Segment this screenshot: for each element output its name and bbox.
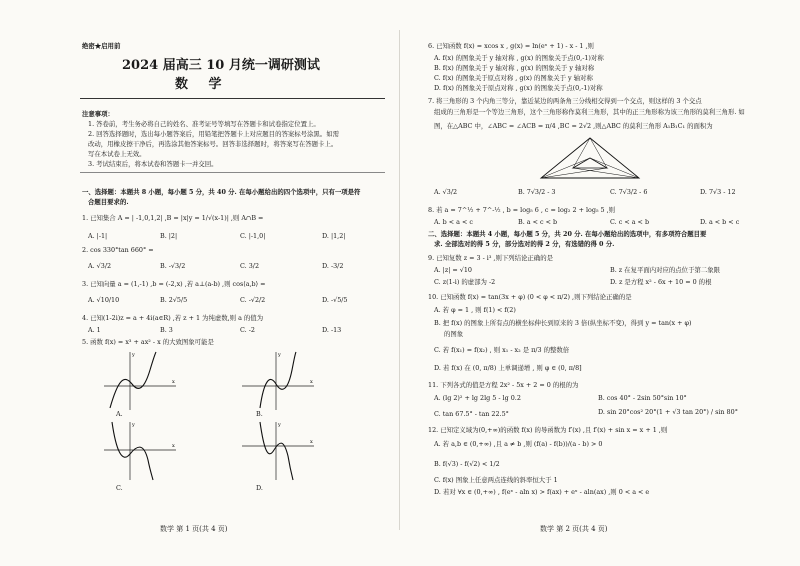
page-2 (400, 0, 800, 566)
q8-option-b: B. a < c < b (518, 218, 558, 226)
q11-option-a: A. (lg 2)² + lg 2lg 5 - lg 0.2 (434, 394, 521, 402)
exam-title: 2024 届高三 10 月统一调研测试 (122, 58, 320, 73)
q6-option-b: B. f(x) 的图象关于 y 轴对称 , g(x) 的图象关于 y 轴对称 (434, 64, 595, 72)
q10-option-d: D. 若 f(x) 在 (0, π/8) 上单调递增 , 则 φ ∈ (0, π/8] (434, 364, 582, 372)
subject-title: 数 学 (175, 77, 230, 92)
q1-stem: 1. 已知集合 A = | -1,0,1,2| ,B = |x|y = 1/√(x-1)| ,则 A∩B = (82, 214, 264, 222)
section-1-heading: 一、选择题：本题共 8 小题，每小题 5 分，共 40 分. 在每小题给出的四个选项中，只有一项是符 (82, 188, 361, 196)
svg-text:x: x (310, 439, 313, 445)
q7-line: 组成的三角形是一个等边三角形，这个三角形称作莫利三角形，其中的正三角形称为该三角形的莫利三角形. 如 (434, 108, 745, 116)
q5-label-b: B. (256, 410, 263, 418)
q2-option-b: B. -√3/2 (160, 262, 186, 270)
q12-option-c: C. f(x) 图象上任意两点连线的斜率恒大于 1 (434, 476, 558, 484)
q5-graph-b (238, 350, 318, 412)
svg-text:y: y (132, 352, 135, 358)
q3-option-a: A. √10/10 (88, 296, 120, 304)
notes-heading: 注意事项： (82, 110, 114, 118)
q9-option-d: D. z 是方程 x² - 6x + 10 = 0 的根 (610, 278, 712, 286)
q12-stem: 12. 已知定义域为(0,+∞)的函数 f(x) 的导函数为 f′(x) ,且 f′(x) + sin x = x + 1 ,则 (428, 426, 668, 434)
q5-stem: 5. 函数 f(x) = x³ + ax² - x 的大致图象可能是 (82, 338, 214, 346)
q5-label-d: D. (256, 484, 263, 492)
q6-option-a: A. f(x) 的图象关于 y 轴对称 , g(x) 的图象关于点(0,-1)对称 (434, 54, 604, 62)
q7-option-c: C. 7√3/2 - 6 (610, 188, 648, 196)
q10-option-c: C. 若 f(x₁) = f(x₂) , 则 x₁ - x₂ 是 π/3 的整数倍 (434, 346, 570, 354)
q5-graph-a (100, 350, 180, 412)
title-rule (80, 98, 385, 99)
q4-stem: 4. 已知(1-2i)z = a + 4i(a∈R) ,若 z + 1 为纯虚数,则 a 的值为 (82, 314, 264, 322)
q7-line: 7. 将三角形的 3 个内角三等分，靠近某边的两条角三分线相交得到一个交点，则这样的 3 个交点 (428, 97, 702, 105)
note-line: 改动，用橡皮擦干净后，再选涂其他答案标号。回答非选择题时，将答案写在答题卡上。 (88, 140, 338, 148)
q11-option-b: B. cos 40° - 2sin 50°sin 10° (598, 394, 687, 402)
q5-label-a: A. (116, 410, 123, 418)
q2-option-a: A. √3/2 (88, 262, 112, 270)
q6-option-c: C. f(x) 的图象关于原点对称 , g(x) 的图象关于 y 轴对称 (434, 74, 593, 82)
q7-option-a: A. √3/2 (434, 188, 458, 196)
svg-text:y: y (278, 422, 281, 428)
note-line: 3. 考试结束后，将本试卷和答题卡一并交回。 (88, 160, 218, 168)
q11-option-d: D. sin 20°cos² 20°(1 + √3 tan 20°) / sin 80° (598, 408, 738, 416)
q8-option-d: D. a < b < c (700, 218, 740, 226)
note-line: 2. 回答选择题时，选出每小题答案后，用铅笔把答题卡上对应题目的答案标号涂黑。如需 (88, 130, 339, 138)
q3-option-b: B. 2√5/5 (160, 296, 188, 304)
q11-stem: 11. 下列各式的值是方程 2x² - 5x + 2 = 0 的根的为 (428, 381, 579, 389)
section-1-heading-cont: 合题目要求的. (88, 198, 129, 206)
q5-label-c: C. (116, 484, 123, 492)
q7-line: 图，在△ABC 中，∠ABC = ∠ACB = π/4 ,BC = 2√2 ,则△ABC 的莫利三角形 A₁B₁C₁ 的面积为 (434, 122, 713, 130)
section-2-heading: 二、选择题：本题共 4 小题，每小题 5 分，共 20 分. 在每小题给出的选项中，有多项符合题目要 (428, 230, 707, 238)
notes-rule (80, 172, 385, 173)
svg-text:x: x (310, 379, 313, 385)
q6-option-d: D. f(x) 的图象关于原点对称 , g(x) 的图象关于点(0,-1)对称 (434, 84, 603, 92)
q4-option-a: A. 1 (88, 326, 101, 334)
q2-option-c: C. 3/2 (240, 262, 260, 270)
q8-option-c: C. c < a < b (610, 218, 650, 226)
morley-triangle-figure (535, 134, 645, 182)
q9-option-c: C. z(1-i) 的虚部为 -2 (434, 278, 496, 286)
q3-option-c: C. -√2/2 (240, 296, 266, 304)
q6-stem: 6. 已知函数 f(x) = xcos x , g(x) = ln(eˣ + 1) - x - 1 ,则 (428, 42, 594, 50)
q8-stem: 8. 若 a = 7^½ + 7^-½ , b = log₅ 6 , c = log₂ 2 + log₅ 5 ,则 (428, 206, 616, 214)
q4-option-c: C. -2 (240, 326, 255, 334)
q9-option-b: B. z 在复平面内对应的点位于第二象限 (610, 266, 721, 274)
q1-option-a: A. |-1| (88, 232, 108, 240)
q3-stem: 3. 已知向量 a = (1,-1) ,b = (-2,x) ,若 a⊥(a-b) ,则 cos⟨a,b⟩ = (82, 280, 266, 288)
q3-option-d: D. -√5/5 (322, 296, 348, 304)
q5-graph-c (100, 420, 180, 482)
q5-graph-d (238, 420, 318, 482)
q4-option-d: D. -13 (322, 326, 342, 334)
svg-text:y: y (132, 422, 135, 428)
q9-stem: 9. 已知复数 z = 3 - i³ ,则下列结论正确的是 (428, 254, 553, 262)
page-1-footer: 数学 第 1 页(共 4 页) (160, 525, 228, 533)
svg-text:x: x (172, 379, 175, 385)
q12-option-d: D. 若对 ∀x ∈ (0,+∞) , f(eˣ - aln x) > f(ax) + eˣ - aln(ax) ,则 0 < a < e (434, 488, 650, 496)
q9-option-a: A. |z| = √10 (434, 266, 472, 274)
q10-option-a: A. 若 φ = 1 , 则 f(1) < f(2) (434, 306, 516, 314)
q2-option-d: D. -3/2 (322, 262, 344, 270)
note-line: 1. 答卷前，考生务必将自己的姓名、准考证号等填写在答题卡和试卷指定位置上。 (88, 120, 320, 128)
page-2-footer: 数学 第 2 页(共 4 页) (540, 525, 608, 533)
q10-option-b-cont: 的图象 (444, 330, 464, 338)
svg-text:x: x (172, 443, 175, 449)
secret-label: 绝密★启用前 (82, 42, 121, 50)
svg-text:y: y (278, 352, 281, 358)
q12-option-a: A. 若 a,b ∈ (0,+∞) ,且 a ≠ b ,则 (f(a) - f(b))/(a - b) > 0 (434, 440, 603, 448)
q1-option-c: C. |-1,0| (240, 232, 266, 240)
q11-option-c: C. tan 67.5° - tan 22.5° (434, 410, 509, 418)
q10-stem: 10. 已知函数 f(x) = tan(3x + φ) (0 < φ < π/2) ,则下列结论正确的是 (428, 293, 632, 301)
q1-option-d: D. |1,2| (322, 232, 346, 240)
q7-option-b: B. 7√3/2 - 3 (518, 188, 556, 196)
q7-option-d: D. 7√3 - 12 (700, 188, 736, 196)
q10-option-b: B. 把 f(x) 的图象上所有点的横坐标伸长到原来的 3 倍(纵坐标不变)，得到 y = tan(x + φ) (434, 319, 692, 327)
q4-option-b: B. 3 (160, 326, 173, 334)
q12-option-b: B. f(√3) - f(√2) < 1/2 (434, 460, 500, 468)
q8-option-a: A. b < a < c (434, 218, 473, 226)
section-2-heading-cont: 求. 全部选对的得 5 分，部分选对的得 2 分，有选错的得 0 分. (434, 240, 615, 248)
q1-option-b: B. |2| (160, 232, 178, 240)
q2-stem: 2. cos 330°tan 660° = (82, 246, 154, 254)
note-line: 写在本试卷上无效。 (88, 150, 146, 158)
